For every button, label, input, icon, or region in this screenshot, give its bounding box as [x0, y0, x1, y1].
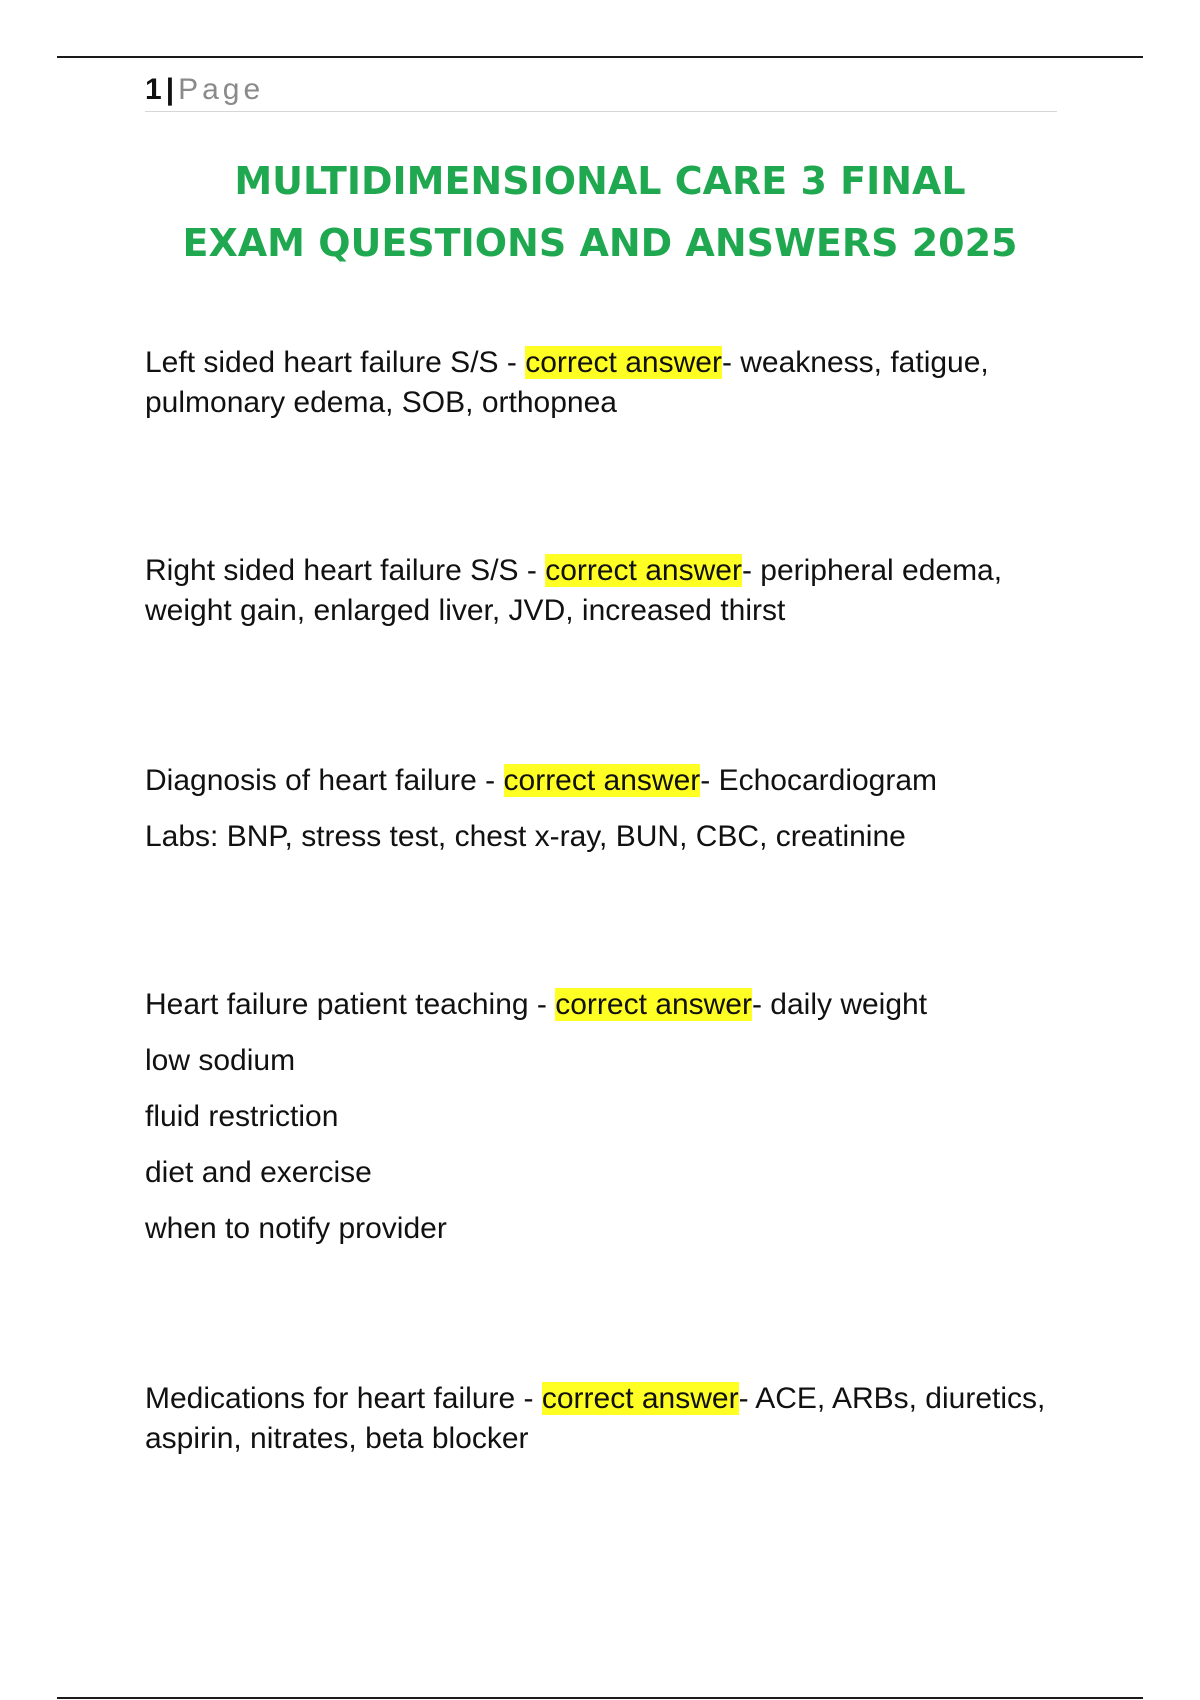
correct-answer-highlight: correct answer — [545, 554, 742, 587]
question-text: Medications for heart failure - — [145, 1382, 542, 1415]
correct-answer-highlight: correct answer — [525, 346, 722, 379]
answer-text: - ACE, ARBs, diuretics, aspirin, nitrates, beta blocker — [145, 1382, 1046, 1455]
qa-item — [145, 985, 1075, 1249]
question-text: Heart failure patient teaching - — [145, 988, 556, 1021]
title-line-2: EXAM QUESTIONS AND ANSWERS 2025 — [182, 221, 1018, 265]
answer-extra-line: diet and exercise — [145, 1156, 372, 1189]
qa-item — [145, 761, 1075, 857]
question-text: Right sided heart failure S/S - — [145, 554, 546, 587]
answer-text: - daily weight — [751, 988, 928, 1021]
answer-text: - peripheral edema, weight gain, enlarged liver, JVD, increased thirst — [145, 554, 1003, 627]
top-rule — [57, 56, 1143, 58]
correct-answer-highlight: correct answer — [503, 764, 701, 797]
answer-extra-line: Labs: BNP, stress test, chest x-ray, BUN, CBC, creatinine — [145, 820, 906, 853]
correct-answer-highlight: correct answer — [541, 1382, 739, 1415]
page-number: 1 — [145, 73, 162, 106]
question-text: Diagnosis of heart failure - — [145, 764, 504, 797]
answer-text: - Echocardiogram — [700, 764, 938, 797]
qa-item — [145, 1379, 1075, 1459]
bottom-rule — [57, 1697, 1143, 1699]
answer-text: - weakness, fatigue, pulmonary edema, SOB, orthopnea — [145, 346, 989, 419]
document-title — [120, 150, 1080, 274]
question-text: Left sided heart failure S/S - — [145, 346, 526, 379]
page-header — [145, 72, 1057, 112]
correct-answer-highlight: correct answer — [555, 988, 752, 1021]
answer-extra-line: fluid restriction — [145, 1100, 339, 1133]
qa-item — [145, 551, 1075, 631]
title-line-1: MULTIDIMENSIONAL CARE 3 FINAL — [234, 159, 966, 203]
page-separator: | — [165, 73, 175, 106]
answer-extra-line: when to notify provider — [145, 1212, 447, 1245]
qa-item — [145, 343, 1075, 423]
answer-extra-line: low sodium — [145, 1044, 296, 1077]
page-label: Page — [178, 73, 265, 106]
